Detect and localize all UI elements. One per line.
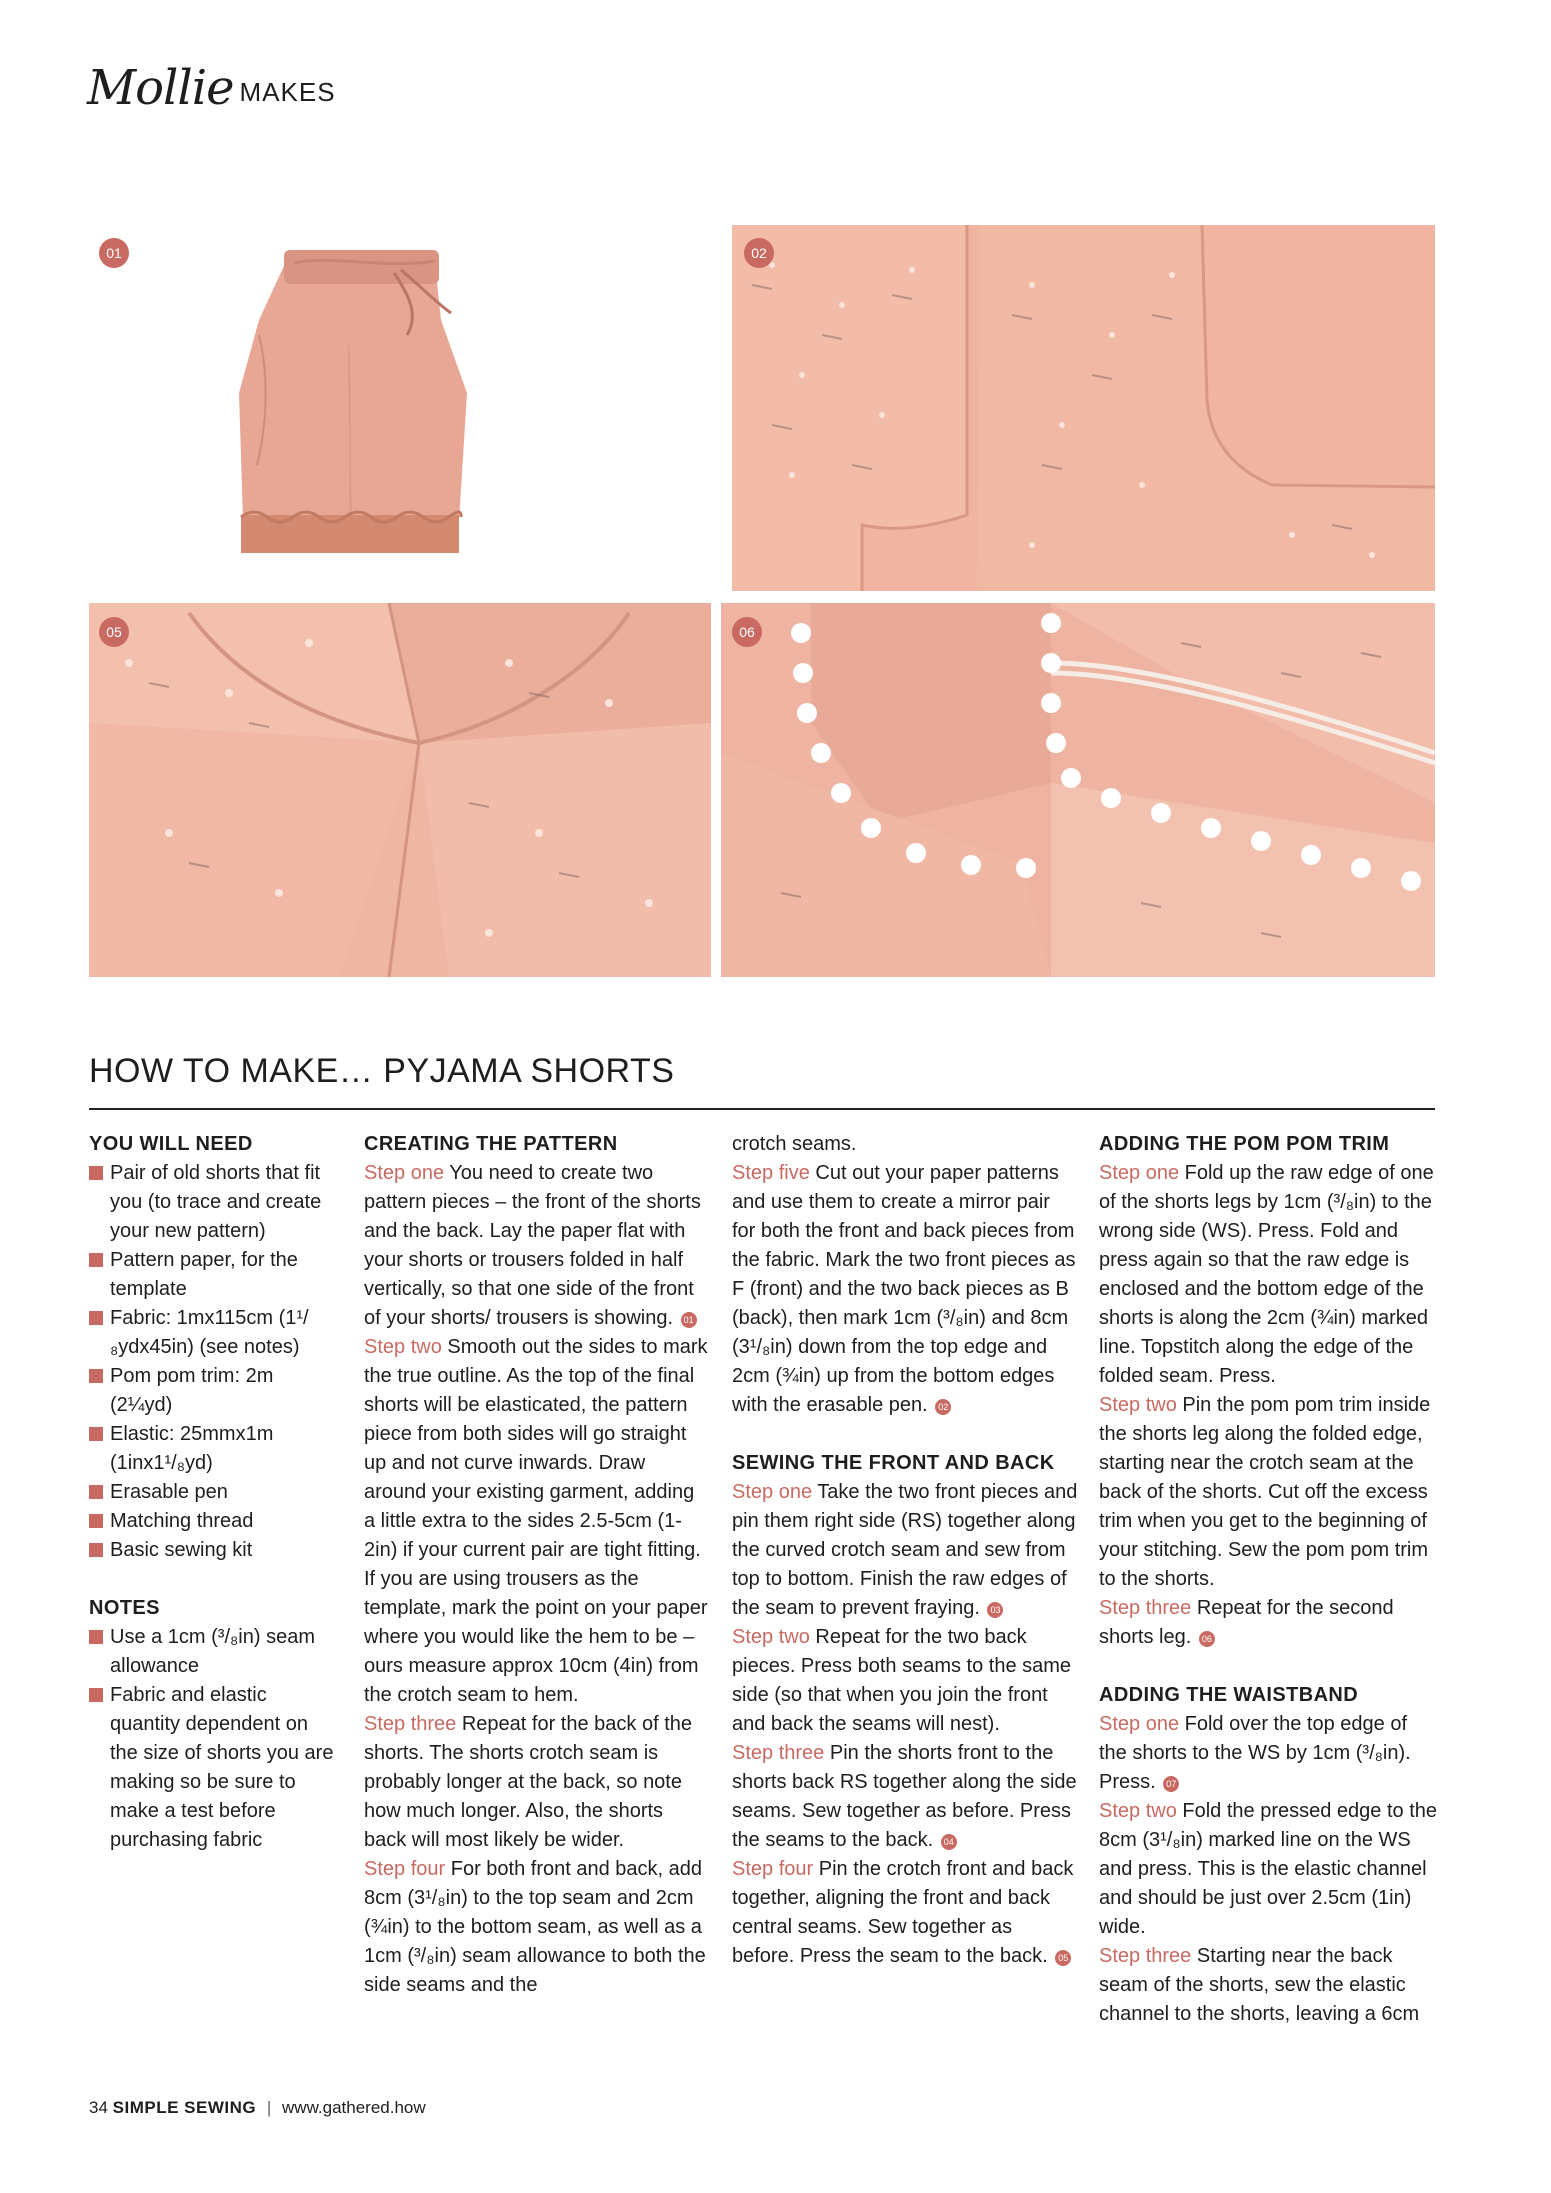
you-will-need-list: [89, 1159, 339, 1565]
step-paragraph: [1099, 1710, 1439, 1797]
step-text: Fold over the top edge of the shorts to the WS by 1cm (³/₈in). Press.: [1099, 1713, 1411, 1793]
photo-pattern-pieces: [732, 225, 1435, 591]
logo-brand: Mollie: [87, 60, 234, 116]
step-text: Take the two front pieces and pin them right side (RS) together along the curved crotch seam and sew from top to bottom. Finish the raw edges of the seam to prevent fraying.: [732, 1481, 1078, 1619]
step-text: Pin the pom pom trim inside the shorts leg along the folded edge, starting near the crotch seam at the back of the shorts. Cut off the excess trim when you get to the beginning of your stitching. Sew the pom pom trim to the shorts.: [1099, 1394, 1431, 1590]
image-ref-badge: 06: [1199, 1631, 1215, 1647]
step-label: Step two: [1099, 1394, 1177, 1416]
step-label: Step three: [1099, 1945, 1192, 1967]
step-label: Step two: [732, 1626, 810, 1648]
step-paragraph: [732, 1478, 1078, 1623]
footer-separator: |: [266, 2098, 272, 2117]
list-item: Erasable pen: [89, 1478, 339, 1507]
step-text: Repeat for the second shorts leg.: [1099, 1597, 1394, 1648]
step-paragraph: [364, 1159, 709, 1333]
step-text: Pin the crotch front and back together, aligning the front and back central seams. Sew together as before. Press the seam to the back.: [732, 1858, 1074, 1967]
photo-pom-pom-trim: [721, 603, 1435, 977]
sewing-title: SEWING THE FRONT AND BACK: [732, 1452, 1055, 1474]
image-ref-badge: 03: [987, 1602, 1003, 1618]
list-item: Elastic: 25mmx1m (1inx1¹/₈yd): [89, 1420, 339, 1478]
heading-rule: [89, 1108, 1435, 1110]
photo-shorts: [89, 225, 710, 591]
step-text: Repeat for the back of the shorts. The shorts crotch seam is probably longer at the back, so note how much longer. Also, the shorts back will most likely be wider.: [364, 1713, 692, 1851]
pom-pom-title: ADDING THE POM POM TRIM: [1099, 1133, 1390, 1155]
step-paragraph: [364, 1333, 709, 1710]
list-item: Fabric: 1mx115cm (1¹/₈ydx45in) (see notes): [89, 1304, 339, 1362]
notes-list: [89, 1623, 339, 1855]
step-label: Step five: [732, 1162, 810, 1184]
waistband-title: ADDING THE WAISTBAND: [1099, 1684, 1359, 1706]
step-paragraph: [364, 1855, 709, 2000]
photo-number-badge: 02: [744, 238, 774, 268]
list-item: Pattern paper, for the template: [89, 1246, 339, 1304]
creating-pattern-title: CREATING THE PATTERN: [364, 1133, 618, 1155]
pattern-pieces-image: [732, 225, 1435, 591]
page-number: 34: [89, 2098, 108, 2117]
website-link[interactable]: www.gathered.how: [282, 2098, 426, 2117]
step-paragraph: [1099, 1594, 1439, 1652]
article-heading: HOW TO MAKE… PYJAMA SHORTS: [89, 1052, 675, 1090]
step-label: Step four: [732, 1858, 814, 1880]
step-text: Fold the pressed edge to the 8cm (3¹/₈in) marked line on the WS and press. This is the elastic channel and should be just over 2.5cm (1in) wide.: [1099, 1800, 1438, 1938]
step-paragraph: [732, 1739, 1078, 1855]
step-label: Step four: [364, 1858, 446, 1880]
logo-suffix: MAKES: [239, 77, 336, 107]
you-will-need-title: YOU WILL NEED: [89, 1133, 253, 1155]
notes-title: NOTES: [89, 1597, 160, 1619]
step-text: For both front and back, add 8cm (3¹/₈in) to the top seam and 2cm (¾in) to the bottom seam, as well as a 1cm (³/₈in) seam allowance to both the side seams and the: [364, 1858, 706, 1996]
step-label: Step two: [364, 1336, 442, 1358]
step-text: Pin the shorts front to the shorts back RS together along the side seams. Sew together as before. Press the seams to the back.: [732, 1742, 1077, 1851]
list-item: Fabric and elastic quantity dependent on the size of shorts you are making so be sure to make a test before purchasing fabric: [89, 1681, 339, 1855]
step-text: You need to create two pattern pieces – the front of the shorts and the back. Lay the paper flat with your shorts or trousers folded in half vertically, so that one side of the front of your shorts/ trousers is showing.: [364, 1162, 701, 1329]
magazine-name: SIMPLE SEWING: [112, 2098, 257, 2117]
step-paragraph: [732, 1159, 1078, 1420]
step-label: Step one: [1099, 1162, 1180, 1184]
step-label: Step three: [732, 1742, 825, 1764]
photo-number-badge: 01: [99, 238, 129, 268]
step-text: Starting near the back seam of the shorts, sew the elastic channel to the shorts, leaving a 6cm: [1099, 1945, 1420, 2025]
column-materials: [89, 1130, 339, 1855]
column-creating-pattern: [364, 1130, 709, 2000]
list-item: Basic sewing kit: [89, 1536, 339, 1565]
step-paragraph: [1099, 1391, 1439, 1594]
shorts-image: [89, 225, 710, 591]
step-text: Repeat for the two back pieces. Press both seams to the same side (so that when you join the front and back the seams will nest).: [732, 1626, 1072, 1735]
step-label: Step three: [1099, 1597, 1192, 1619]
continuation-text: crotch seams.: [732, 1133, 857, 1155]
step-text: Cut out your paper patterns and use them to create a mirror pair for both the front and back pieces from the fabric. Mark the two front pieces as F (front) and the two back pieces as B (back), then mark 1cm (³/₈in) and 8cm (3¹/₈in) down from the top edge and 2cm (¾in) up from the bottom edges with the erasable pen.: [732, 1162, 1076, 1416]
step-paragraph: [364, 1710, 709, 1855]
photo-number-badge: 06: [732, 617, 762, 647]
image-ref-badge: 05: [1055, 1950, 1071, 1966]
image-ref-badge: 01: [681, 1312, 697, 1328]
masthead-logo: [87, 52, 336, 116]
column-sewing: [732, 1130, 1078, 1971]
step-paragraph: [1099, 1942, 1439, 2029]
list-item: Matching thread: [89, 1507, 339, 1536]
step-label: Step two: [1099, 1800, 1177, 1822]
image-ref-badge: 07: [1163, 1776, 1179, 1792]
photo-crotch-seam: [89, 603, 711, 977]
step-label: Step three: [364, 1713, 457, 1735]
column-finishing: [1099, 1130, 1439, 2029]
step-text: Fold up the raw edge of one of the shorts legs by 1cm (³/₈in) to the wrong side (WS). Press. Fold and press again so that the raw edge is enclosed and the bottom edge of the shorts is along the 2cm (¾in) marked line. Topstitch along the edge of the folded seam. Press.: [1099, 1162, 1434, 1387]
step-label: Step one: [732, 1481, 813, 1503]
step-label: Step one: [364, 1162, 445, 1184]
image-ref-badge: 02: [935, 1399, 951, 1415]
list-item: Pom pom trim: 2m (2¼yd): [89, 1362, 339, 1420]
list-item: Use a 1cm (³/₈in) seam allowance: [89, 1623, 339, 1681]
list-item: Pair of old shorts that fit you (to trace and create your new pattern): [89, 1159, 339, 1246]
step-paragraph: [732, 1623, 1078, 1739]
pom-pom-trim-image: [721, 603, 1435, 977]
crotch-seam-image: [89, 603, 711, 977]
step-text: Smooth out the sides to mark the true outline. As the top of the final shorts will be elasticated, the pattern piece from both sides will go straight up and not curve inwards. Draw around your existing garment, adding a little extra to the sides 2.5-5cm (1-2in) if your current pair are tight fitting. If you are using trousers as the template, mark the point on your paper where you would like the hem to be – ours measure approx 10cm (4in) from the crotch seam to hem.: [364, 1336, 708, 1706]
image-ref-badge: 04: [941, 1834, 957, 1850]
photo-number-badge: 05: [99, 617, 129, 647]
step-paragraph: [732, 1855, 1078, 1971]
step-paragraph: [1099, 1797, 1439, 1942]
step-paragraph: [1099, 1159, 1439, 1391]
step-label: Step one: [1099, 1713, 1180, 1735]
page-footer: [89, 2098, 426, 2118]
